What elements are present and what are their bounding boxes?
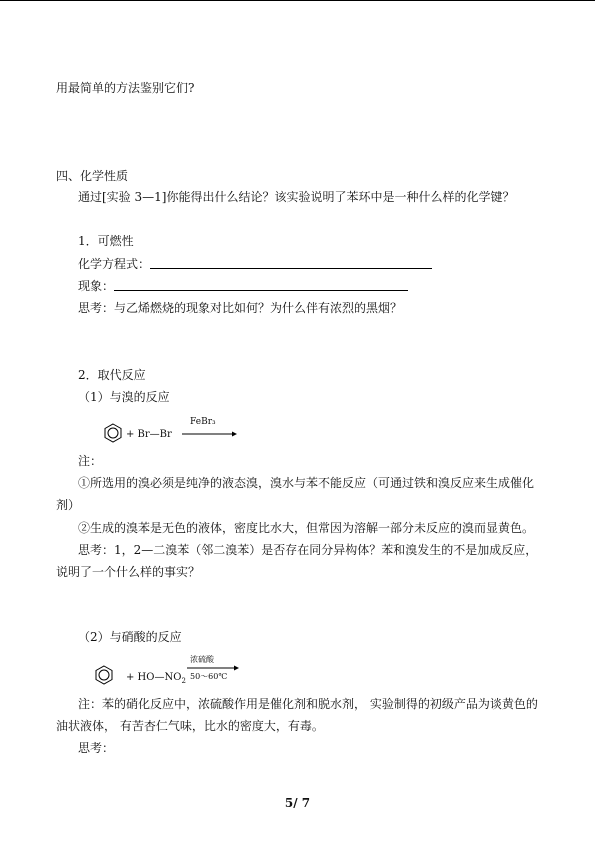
- nitric-acid-reagent: + HO—NO: [126, 672, 182, 683]
- substitution-heading: 2．取代反应: [78, 368, 146, 382]
- svg-text:+ HO—NO2: [126, 672, 186, 685]
- bromine-note-1-cont: 剂）: [56, 498, 81, 512]
- bromine-note-1: ①所选用的溴必须是纯净的液态溴，溴水与苯不能反应（可通过铁和溴反应来生成催化: [78, 476, 535, 490]
- benzene-ring-icon: [105, 424, 121, 442]
- febr3-catalyst: FeBr₃: [190, 417, 216, 427]
- nitric-subscript: 2: [181, 677, 186, 685]
- bromination-equation: [92, 414, 252, 450]
- section-4-heading: 四、化学性质: [56, 169, 129, 183]
- nitric-note: 注：苯的硝化反应中，浓硫酸作用是催化剂和脱水剂， 实验制得的初级产品为谈黄色的: [78, 697, 538, 711]
- temperature-condition: 50～60℃: [190, 672, 228, 681]
- bromine-think: 思考：1，2—二溴苯（邻二溴苯）是否存在同分异构体？苯和溴发生的不是加成反应，: [78, 543, 538, 557]
- header-rule: [0, 0, 595, 1]
- equation-label: 化学方程式：: [78, 257, 151, 271]
- benzene-ring-icon: [96, 666, 112, 684]
- sulfuric-catalyst: 浓硫酸: [190, 655, 214, 664]
- phenomenon-blank: [114, 290, 408, 291]
- page-number: 5/ 7: [284, 796, 311, 810]
- bromine-note-label: 注：: [78, 454, 103, 468]
- flammability-think: 思考：与乙烯燃烧的现象对比如何？为什么伴有浓烈的黑烟？: [78, 301, 403, 315]
- identify-question: 用最简单的方法鉴别它们?: [56, 81, 195, 95]
- equation-blank: [150, 268, 432, 269]
- bromine-note-2: ②生成的溴苯是无色的液体，密度比水大，但常因为溶解一部分未反应的溴而显黄色。: [78, 521, 535, 535]
- bromine-heading: （1）与溴的反应: [78, 390, 170, 404]
- phenomenon-label: 现象：: [78, 279, 115, 293]
- section-4-intro: 通过[实验 3—1]你能得出什么结论？该实验说明了苯环中是一种什么样的化学键？: [78, 190, 515, 204]
- nitric-think: 思考：: [78, 741, 115, 755]
- bromine-reagent: + Br—Br: [126, 429, 172, 440]
- flammability-heading: 1．可燃性: [78, 234, 134, 248]
- nitration-equation: [92, 652, 252, 692]
- nitric-note-cont: 油状液体， 有苦杏仁气味，比水的密度大，有毒。: [56, 719, 324, 733]
- bromine-think-cont: 说明了一个什么样的事实？: [56, 565, 201, 579]
- nitric-heading: （2）与硝酸的反应: [78, 630, 182, 644]
